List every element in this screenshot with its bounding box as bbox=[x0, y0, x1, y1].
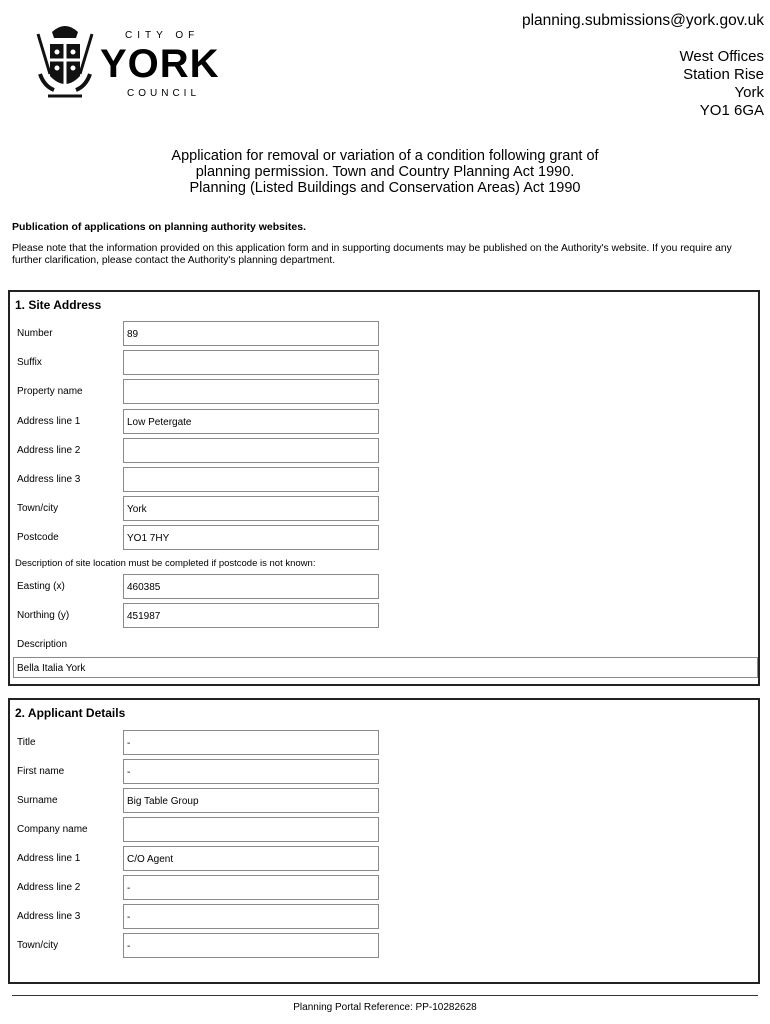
field-row-company bbox=[10, 817, 758, 845]
field-row-address-2 bbox=[10, 438, 758, 466]
field-row-address-1 bbox=[10, 846, 758, 874]
publication-heading: Publication of applications on planning authority websites. bbox=[12, 221, 307, 233]
field-label: Suffix bbox=[17, 357, 42, 368]
field-row-title bbox=[10, 730, 758, 758]
field-label: Address line 2 bbox=[17, 445, 81, 456]
field-row-first-name bbox=[10, 759, 758, 787]
field-label: Address line 1 bbox=[17, 853, 81, 864]
field-label: Address line 3 bbox=[17, 474, 81, 485]
address-line-3-field[interactable]: - bbox=[123, 904, 379, 929]
field-label: Northing (y) bbox=[17, 610, 70, 621]
address-line: West Offices bbox=[679, 48, 764, 65]
suffix-field[interactable] bbox=[123, 350, 379, 375]
town-city-field[interactable]: York bbox=[123, 496, 379, 521]
section-title: 1. Site Address bbox=[15, 298, 102, 312]
form-title-line: Application for removal or variation of a condition following grant of bbox=[171, 148, 599, 164]
field-row-description bbox=[10, 632, 758, 660]
field-label: Town/city bbox=[17, 503, 59, 514]
field-row-number bbox=[10, 321, 758, 349]
field-label: Easting (x) bbox=[17, 581, 65, 592]
field-label: Town/city bbox=[17, 940, 59, 951]
field-row-property-name bbox=[10, 379, 758, 407]
field-row-suffix bbox=[10, 350, 758, 378]
address-line-2-field[interactable] bbox=[123, 438, 379, 463]
field-label: Address line 1 bbox=[17, 416, 81, 427]
contact-block bbox=[522, 12, 764, 120]
field-row-surname bbox=[10, 788, 758, 816]
address-line: Station Rise bbox=[683, 66, 764, 83]
address-line: York bbox=[734, 84, 764, 101]
field-label: Company name bbox=[17, 824, 88, 835]
address-line-2-field[interactable]: - bbox=[123, 875, 379, 900]
field-row-northing bbox=[10, 603, 758, 631]
field-row-address-2 bbox=[10, 875, 758, 903]
coat-of-arms-icon bbox=[30, 14, 100, 114]
section-title: 2. Applicant Details bbox=[15, 706, 126, 720]
field-label: Address line 3 bbox=[17, 911, 81, 922]
company-name-field[interactable] bbox=[123, 817, 379, 842]
description-field[interactable]: Bella Italia York bbox=[13, 657, 758, 678]
field-label: Property name bbox=[17, 386, 83, 397]
title-field[interactable]: - bbox=[123, 730, 379, 755]
postcode-field[interactable]: YO1 7HY bbox=[123, 525, 379, 550]
northing-field[interactable]: 451987 bbox=[123, 603, 379, 628]
field-label: First name bbox=[17, 766, 65, 777]
city-of-york-logo bbox=[30, 14, 245, 114]
property-name-field[interactable] bbox=[123, 379, 379, 404]
field-label: Title bbox=[17, 737, 36, 748]
field-row-address-3 bbox=[10, 904, 758, 932]
field-label: Number bbox=[17, 328, 53, 339]
location-note: Description of site location must be completed if postcode is not known: bbox=[15, 558, 316, 569]
logo-council: COUNCIL bbox=[127, 88, 201, 99]
form-title-line: Planning (Listed Buildings and Conservation Areas) Act 1990 bbox=[189, 180, 581, 196]
field-label: Surname bbox=[17, 795, 58, 806]
address-line-3-field[interactable] bbox=[123, 467, 379, 492]
field-row-town bbox=[10, 933, 758, 961]
address-line-1-field[interactable]: C/O Agent bbox=[123, 846, 379, 871]
field-row-easting bbox=[10, 574, 758, 602]
field-row-address-1 bbox=[10, 409, 758, 437]
applicant-details-section bbox=[8, 698, 760, 984]
site-address-section bbox=[8, 290, 760, 686]
form-title-line: planning permission. Town and Country Planning Act 1990. bbox=[195, 164, 575, 180]
surname-field[interactable]: Big Table Group bbox=[123, 788, 379, 813]
footer-divider bbox=[12, 995, 758, 996]
field-row-postcode bbox=[10, 525, 758, 553]
publication-text: Please note that the information provided on this application form and in supporting documents may be published on the Authority's website. If you require any further clarification, please contact the Authority's planning department. bbox=[12, 243, 732, 266]
field-label: Postcode bbox=[17, 532, 59, 543]
town-city-field[interactable]: - bbox=[123, 933, 379, 958]
address-line-1-field[interactable]: Low Petergate bbox=[123, 409, 379, 434]
field-row-town bbox=[10, 496, 758, 524]
contact-email: planning.submissions@york.gov.uk bbox=[521, 12, 764, 29]
logo-york: YORK bbox=[100, 42, 220, 86]
field-label: Address line 2 bbox=[17, 882, 81, 893]
field-label: Description bbox=[17, 639, 68, 650]
easting-field[interactable]: 460385 bbox=[123, 574, 379, 599]
form-title bbox=[0, 148, 770, 196]
number-field[interactable]: 89 bbox=[123, 321, 379, 346]
portal-reference: Planning Portal Reference: PP-10282628 bbox=[293, 1002, 477, 1013]
first-name-field[interactable]: - bbox=[123, 759, 379, 784]
address-line: YO1 6GA bbox=[699, 102, 764, 119]
logo-city-of: CITY OF bbox=[125, 30, 200, 41]
field-row-address-3 bbox=[10, 467, 758, 495]
